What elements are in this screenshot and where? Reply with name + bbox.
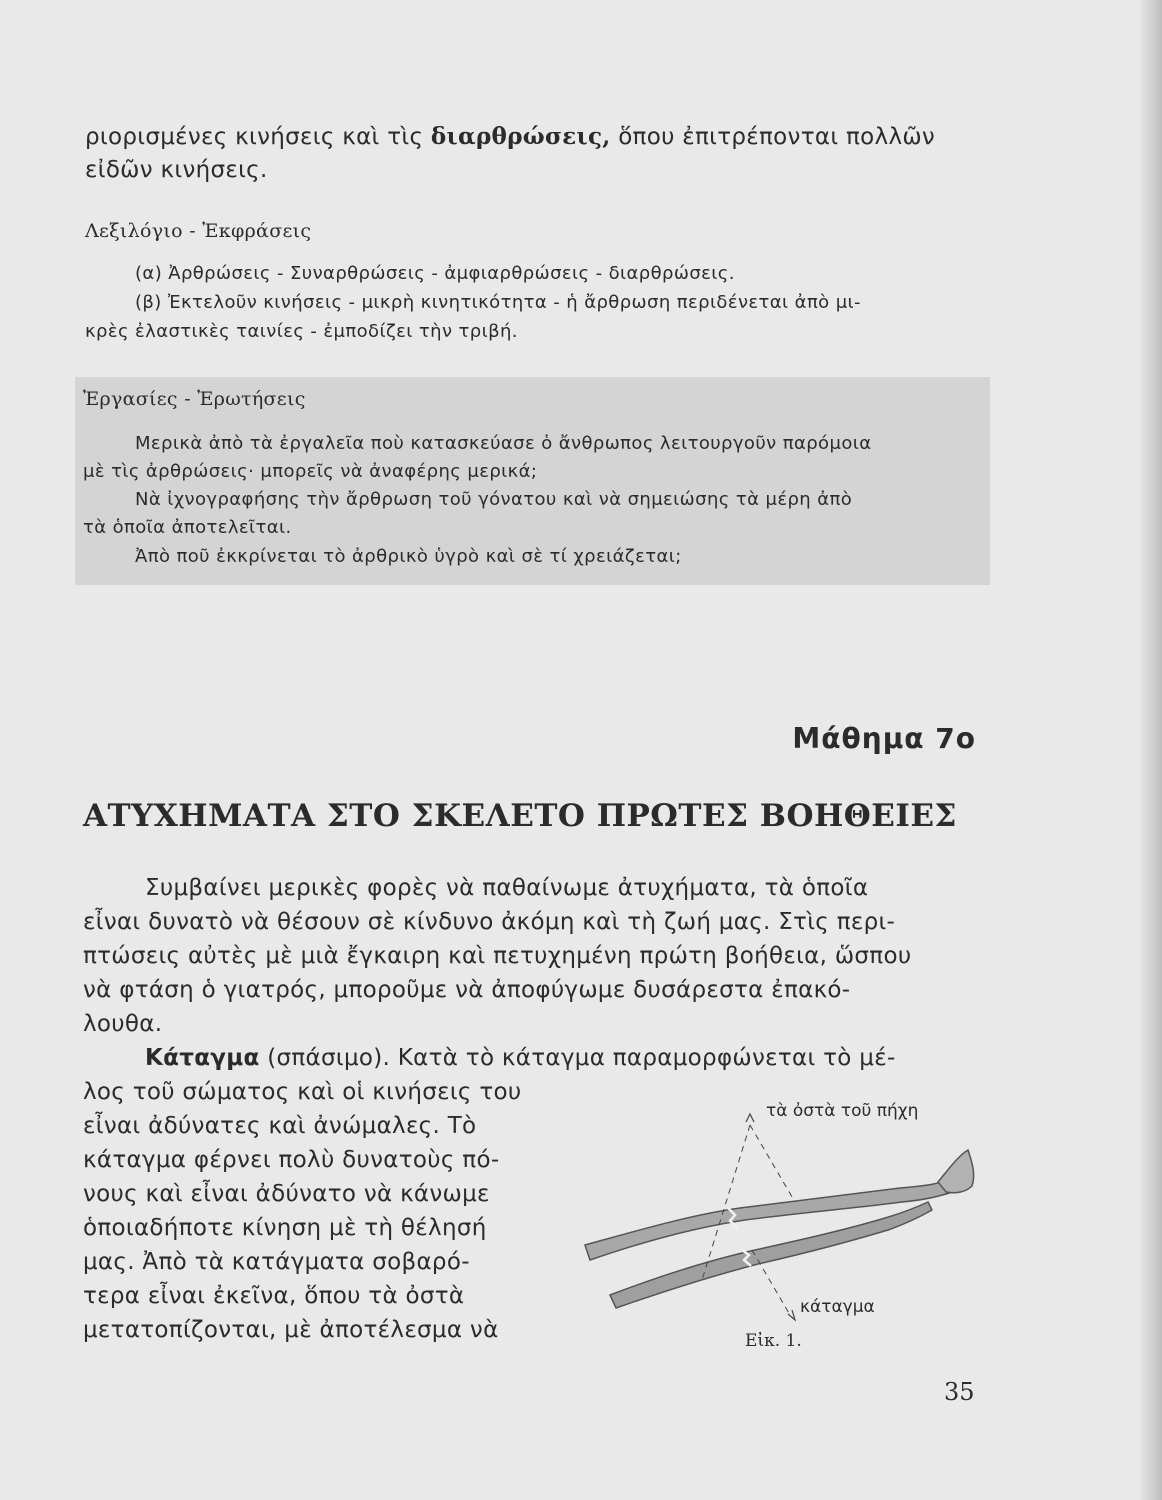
label-fracture: κάταγμα — [800, 1297, 875, 1317]
page-edge-shadow — [1140, 0, 1162, 1500]
figure-caption: Εἰκ. 1. — [745, 1331, 802, 1351]
body-line: εἶναι ἀδύνατες καὶ ἀνώμαλες. Τὸ — [83, 1113, 477, 1139]
body-line: ὁποιαδήποτε κίνηση μὲ τὴ θέλησή — [83, 1215, 487, 1241]
vocabulary-line: (β) Ἐκτελοῦν κινήσεις - μικρὴ κινητικότητα - ἡ ἄρθρωση περιδένεται ἀπὸ μι- — [135, 292, 861, 313]
body-line: κάταγμα φέρνει πολὺ δυνατοὺς πό- — [83, 1147, 500, 1173]
body-line: μετατοπίζονται, μὲ ἀποτέλεσμα νὰ — [83, 1317, 499, 1343]
exercise-line: μὲ τὶς ἀρθρώσεις· μπορεῖς νὰ ἀναφέρης μερικά; — [83, 461, 538, 482]
vocabulary-heading: Λεξιλόγιο - Ἐκφράσεις — [85, 220, 312, 242]
leader-line-bones-right — [750, 1125, 795, 1202]
radius-bone — [610, 1202, 932, 1308]
label-forearm-bones: τὰ ὀστὰ τοῦ πήχη — [766, 1101, 919, 1121]
body-line: νους καὶ εἶναι ἀδύνατο νὰ κάνωμε — [83, 1181, 490, 1207]
body-line: τερα εἶναι ἐκεῖνα, ὅπου τὰ ὀστὰ — [83, 1283, 465, 1309]
fracture-figure — [580, 1090, 980, 1360]
lesson-number: Μάθημα 7ο — [792, 722, 976, 755]
intro-line-1: ριορισμένες κινήσεις καὶ τὶς διαρθρώσεις, ὅπου ἐπιτρέπονται πολλῶν — [85, 123, 936, 150]
body-line: εἶναι δυνατὸ νὰ θέσουν σὲ κίνδυνο ἀκόμη καὶ τὴ ζωή μας. Στὶς περι- — [83, 909, 896, 935]
page-number: 35 — [944, 1378, 975, 1406]
body-line: πτώσεις αὐτὲς μὲ μιὰ ἔγκαιρη καὶ πετυχημένη πρώτη βοήθεια, ὥσπου — [83, 943, 912, 969]
intro-line-2: εἰδῶν κινήσεις. — [85, 157, 268, 183]
body-line: Κάταγμα (σπάσιμο). Κατὰ τὸ κάταγμα παραμορφώνεται τὸ μέ- — [145, 1045, 896, 1071]
body-line: λουθα. — [83, 1011, 163, 1037]
term-katagma: Κάταγμα — [145, 1045, 260, 1071]
arrow-head-bottom — [788, 1310, 795, 1320]
arrow-head-top — [746, 1114, 754, 1122]
vocabulary-line: κρὲς ἐλαστικὲς ταινίες - ἐμποδίζει τὴν τριβή. — [85, 321, 518, 342]
body-line: μας. Ἀπὸ τὰ κατάγματα σοβαρό- — [83, 1249, 470, 1275]
body-line: λος τοῦ σώματος καὶ οἱ κινήσεις του — [83, 1079, 522, 1105]
lesson-title: ΑΤΥΧΗΜΑΤΑ ΣΤΟ ΣΚΕΛΕΤΟ ΠΡΩΤΕΣ ΒΟΗΘΕΙΕΣ — [83, 798, 957, 834]
vocabulary-line: (α) Ἀρθρώσεις - Συναρθρώσεις - ἀμφιαρθρώσεις - διαρθρώσεις. — [135, 263, 735, 284]
body-line: Συμβαίνει μερικὲς φορὲς νὰ παθαίνωμε ἀτυχήματα, τὰ ὁποῖα — [145, 875, 869, 901]
body-line: νὰ φτάση ὁ γιατρός, μποροῦμε νὰ ἀποφύγωμε δυσάρεστα ἐπακό- — [83, 977, 851, 1003]
exercise-line: Μερικὰ ἀπὸ τὰ ἐργαλεῖα ποὺ κατασκεύασε ὁ ἄνθρωπος λειτουργοῦν παρόμοια — [135, 433, 872, 454]
wrist-end — [938, 1150, 974, 1193]
exercises-heading: Ἐργασίες - Ἐρωτήσεις — [83, 388, 306, 410]
exercise-line: Νὰ ἰχνογραφήσης τὴν ἄρθρωση τοῦ γόνατου καὶ νὰ σημειώσης τὰ μέρη ἀπὸ — [135, 489, 853, 510]
forearm-fracture-illustration — [580, 1090, 980, 1360]
exercise-line: Ἀπὸ ποῦ ἐκκρίνεται τὸ ἀρθρικὸ ὑγρὸ καὶ σὲ τί χρειάζεται; — [135, 546, 682, 567]
exercise-line: τὰ ὁποῖα ἀποτελεῖται. — [83, 517, 292, 538]
